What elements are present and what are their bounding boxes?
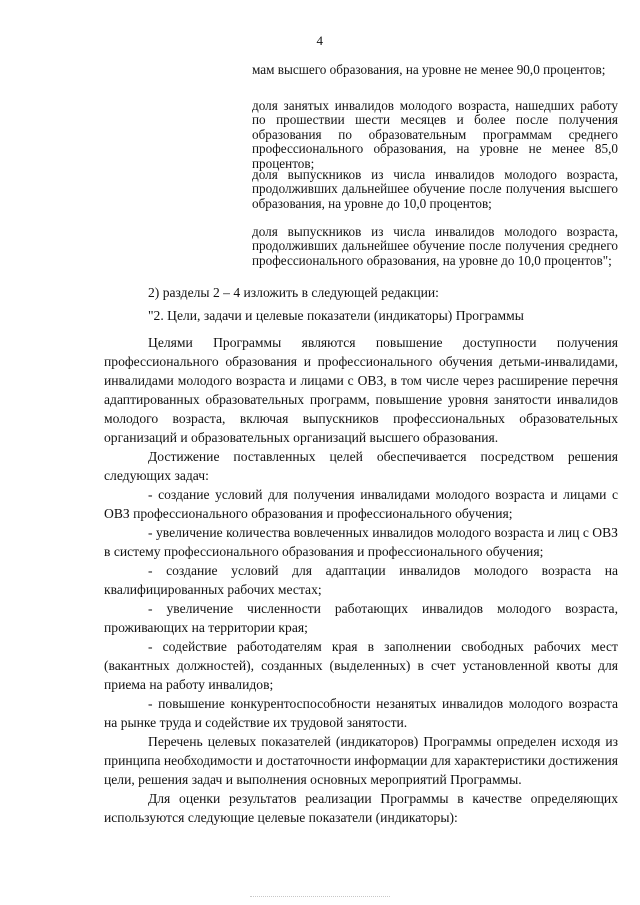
scan-artifact-line <box>250 896 390 897</box>
task-list-item: - содействие работодателям края в заполнении свободных рабочих мест (вакантных должностей), созданных (выделенных) в счет установленной квоты для приема на работу инвалидов; <box>104 639 618 692</box>
body-paragraph: Целями Программы являются повышение доступности получения профессионального образования и профессионального обучения детьми-инвалидами, инвалидами молодого возраста и лицами с ОВЗ, в том числе через расширение перечня адаптированных образовательных программ, повышение уровня занятости инвалидов молодого возраста, включая выпускников профессиональных образовательных организаций и образовательных организаций высшего образования. <box>104 335 618 445</box>
body-paragraph: Перечень целевых показателей (индикаторов) Программы определен исходя из принципа необходимости и достаточности информации для характеристики достижения цели, решения задач и выполнения основных мероприятий Программы. <box>104 734 618 787</box>
indicator-list-continuation <box>252 225 618 268</box>
body-paragraph: Достижение поставленных целей обеспечивается посредством решения следующих задач: <box>104 449 618 483</box>
indicator-list-continuation <box>252 63 618 77</box>
task-list-item: - увеличение численности работающих инвалидов молодого возраста, проживающих на территории края; <box>104 601 618 635</box>
indicator-item: доля выпускников из числа инвалидов молодого возраста, продолживших дальнейшее обучение после получения высшего образования, на уровне до 10,0 процентов; <box>252 167 618 211</box>
task-list-item: - создание условий для получения инвалидами молодого возраста и лицами с ОВЗ профессионального образования и профессионального обучения; <box>104 487 618 521</box>
page-number: 4 <box>316 33 324 48</box>
indicator-item: мам высшего образования, на уровне не менее 90,0 процентов; <box>252 62 606 77</box>
indicator-item: доля занятых инвалидов молодого возраста, нашедших работу по прошествии шести месяцев и более после получения образования по образовательным программам среднего профессионального образования, на уровне не менее 85,0 процентов; <box>252 98 618 171</box>
indicator-list-continuation <box>252 99 618 171</box>
section-heading: "2. Цели, задачи и целевые показатели (индикаторы) Программы <box>148 308 524 323</box>
indicator-item: доля выпускников из числа инвалидов молодого возраста, продолживших дальнейшее обучение после получения среднего профессионального образования, на уровне до 10,0 процентов"; <box>252 224 618 268</box>
amendment-instruction: 2) разделы 2 – 4 изложить в следующей редакции: <box>148 285 439 300</box>
task-list-item: - повышение конкурентоспособности незанятых инвалидов молодого возраста на рынке труда и содействие их трудовой занятости. <box>104 696 618 730</box>
indicator-list-continuation <box>252 168 618 211</box>
amendment-text <box>104 283 618 827</box>
task-list-item: - создание условий для адаптации инвалидов молодого возраста на квалифицированных рабочих местах; <box>104 563 618 597</box>
body-paragraph: Для оценки результатов реализации Программы в качестве определяющих используются следующие целевые показатели (индикаторы): <box>104 791 618 825</box>
task-list-item: - увеличение количества вовлеченных инвалидов молодого возраста и лиц с ОВЗ в систему профессионального образования и профессионального обучения; <box>104 525 618 559</box>
